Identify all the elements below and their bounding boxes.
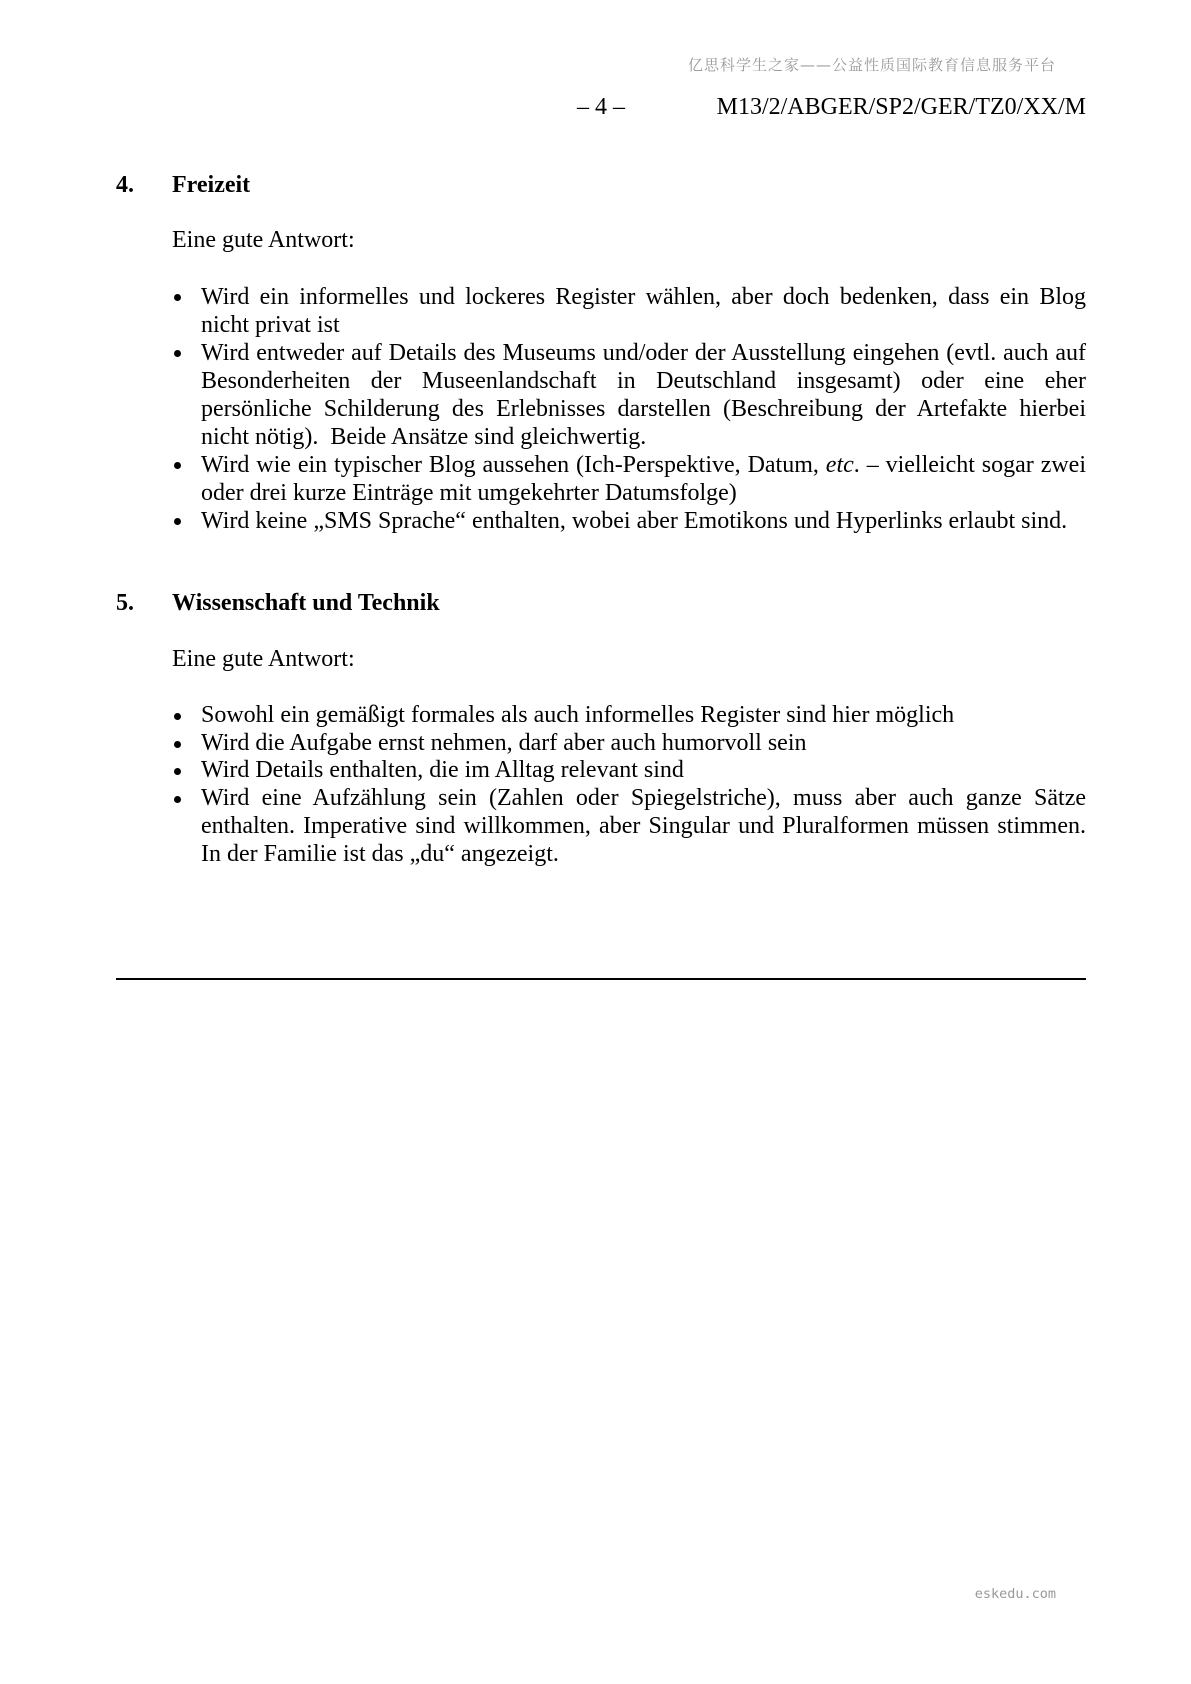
- bullet-icon: [174, 768, 181, 775]
- text-segment: . – vielleicht sogar zwei: [853, 452, 1086, 478]
- section-intro: Eine gute Antwort:: [172, 646, 355, 672]
- text-segment: Wird wie ein typischer Blog aussehen (Ich-Perspektive, Datum,: [201, 452, 826, 478]
- bullet-text-line: oder drei kurze Einträge mit umgekehrter Datumsfolge): [201, 480, 737, 506]
- section-heading: [116, 589, 1086, 617]
- bullet-text-line: Wird keine „SMS Sprache“ enthalten, wobei aber Emotikons und Hyperlinks erlaubt sind.: [201, 508, 1068, 534]
- watermark-header: 亿思科学生之家——公益性质国际教育信息服务平台: [687, 56, 1056, 74]
- bullet-text-line: nicht nötig). Beide Ansätze sind gleichwertig.: [201, 424, 647, 450]
- bullet-icon: [174, 713, 181, 720]
- bullet-icon: [174, 462, 181, 469]
- bullet-text-line: persönliche Schilderung des Erlebnisses darstellen (Beschreibung der Artefakte hierbei: [201, 396, 1086, 422]
- section-heading: [116, 171, 1086, 199]
- bullet-text-line: Wird eine Aufzählung sein (Zahlen oder Spiegelstriche), muss aber auch ganze Sätze: [201, 785, 1086, 812]
- watermark-footer: eskedu.com: [974, 1586, 1056, 1602]
- bullet-icon: [174, 741, 181, 748]
- section-number: 4.: [116, 172, 134, 198]
- bullet-text-line: Besonderheiten der Museenlandschaft in Deutschland insgesamt) oder eine eher: [201, 368, 1086, 394]
- bullet-list: [173, 283, 1086, 535]
- bullet-text-line: Wird entweder auf Details des Museums und/oder der Ausstellung eingehen (evtl. auch auf: [201, 340, 1086, 366]
- list-item: [173, 757, 1086, 785]
- list-item: [173, 339, 1086, 451]
- bullet-text-line: [201, 451, 1086, 479]
- bullet-text-line: In der Familie ist das „du“ angezeigt.: [201, 840, 559, 867]
- bullet-text-line: Wird ein informelles und lockeres Register wählen, aber doch bedenken, dass ein Blog: [201, 284, 1086, 310]
- bullet-icon: [174, 796, 181, 803]
- bullet-text-line: enthalten. Imperative sind willkommen, aber Singular und Pluralformen müssen stimmen.: [201, 812, 1086, 839]
- bullet-icon: [174, 350, 181, 357]
- bullet-text-line: nicht privat ist: [201, 312, 340, 338]
- bullet-text-line: Sowohl ein gemäßigt formales als auch informelles Register sind hier möglich: [201, 702, 955, 728]
- list-item: [173, 451, 1086, 507]
- list-item: [173, 507, 1086, 535]
- horizontal-rule: [116, 978, 1086, 980]
- list-item: [173, 283, 1086, 339]
- section-intro: Eine gute Antwort:: [172, 227, 355, 253]
- page-number: – 4 –: [577, 94, 625, 120]
- bullet-list: [173, 702, 1086, 868]
- bullet-text-line: Wird die Aufgabe ernst nehmen, darf aber auch humorvoll sein: [201, 729, 807, 756]
- list-item: [173, 730, 1086, 758]
- document-code: M13/2/ABGER/SP2/GER/TZ0/XX/M: [716, 94, 1086, 120]
- bullet-icon: [174, 294, 181, 301]
- italic-abbreviation: etc: [825, 452, 854, 478]
- list-item: [173, 785, 1086, 868]
- list-item: [173, 702, 1086, 730]
- bullet-icon: [174, 518, 181, 525]
- bullet-text-line: Wird Details enthalten, die im Alltag relevant sind: [201, 757, 684, 784]
- section-title: Wissenschaft und Technik: [172, 590, 440, 616]
- section-title: Freizeit: [172, 172, 251, 198]
- section-number: 5.: [116, 590, 134, 616]
